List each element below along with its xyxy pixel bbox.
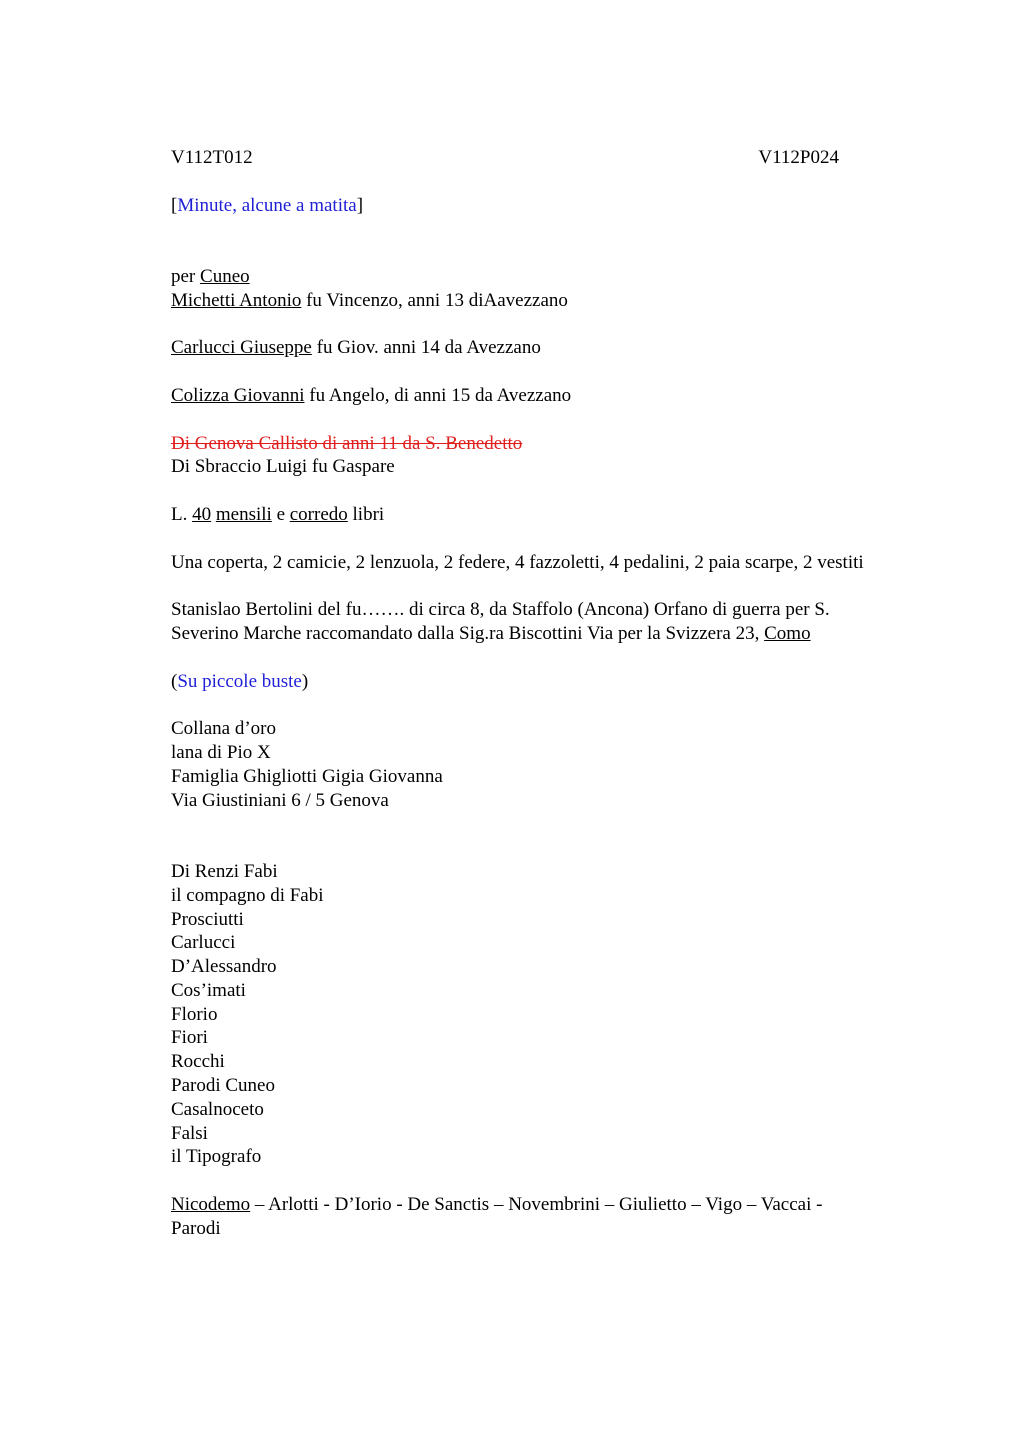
list-item: il Tipografo xyxy=(171,1146,262,1168)
bertolini-city: Como xyxy=(764,622,811,644)
items-line: Una coperta, 2 camicie, 2 lenzuola, 2 federe, 4 fazzoletti, 4 pedalini, 2 paia scarpe, 2 vestiti xyxy=(171,551,864,573)
note-minute-text: Minute, alcune a matita xyxy=(177,194,357,216)
cuneo-entry: Colizza Giovanni fu Angelo, di anni 15 da Avezzano xyxy=(171,384,572,406)
list-item: Fiori xyxy=(171,1027,208,1049)
note-buste-text: Su piccole buste xyxy=(177,670,302,692)
list-item: Rocchi xyxy=(171,1051,225,1073)
cuneo-heading: per Cuneo xyxy=(171,265,250,287)
cuneo-city: Cuneo xyxy=(200,265,250,287)
envelope-line: lana di Pio X xyxy=(171,741,271,763)
list-item: Di Renzi Fabi xyxy=(171,860,278,882)
list-item: Casalnoceto xyxy=(171,1098,264,1120)
final-first-name: Nicodemo xyxy=(171,1194,251,1216)
left-code: V112T012 xyxy=(171,147,253,168)
entry-name: Carlucci Giuseppe xyxy=(171,337,312,359)
envelope-line: Via Giustiniani 6 / 5 Genova xyxy=(171,789,389,811)
list-item: Cos’imati xyxy=(171,979,246,1001)
envelope-block xyxy=(171,717,931,812)
note-minute: [Minute, alcune a matita] xyxy=(171,194,364,216)
list-item: D’Alessandro xyxy=(171,956,277,978)
final-line-2: Parodi xyxy=(171,1217,221,1239)
list-item: il compagno di Fabi xyxy=(171,884,324,906)
list-item: Prosciutti xyxy=(171,908,244,930)
bertolini-line-1: Stanislao Bertolini del fu……. di circa 8, da Staffolo (Ancona) Orfano di guerra per S. xyxy=(171,599,830,621)
cuneo-entry: Carlucci Giuseppe fu Giov. anni 14 da Avezzano xyxy=(171,337,541,359)
final-line-1: Nicodemo – Arlotti - D’Iorio - De Sanctis – Novembrini – Giulietto – Vigo – Vaccai - xyxy=(171,1194,823,1216)
cuneo-entry: Michetti Antonio fu Vincenzo, anni 13 diAavezzano xyxy=(171,289,568,311)
list-item: Carlucci xyxy=(171,932,236,954)
right-code: V112P024 xyxy=(758,147,839,168)
payment-amount: 40 xyxy=(192,503,212,525)
header xyxy=(171,146,839,170)
note-buste: (Su piccole buste) xyxy=(171,670,309,692)
list-item: Florio xyxy=(171,1003,218,1025)
envelope-line: Collana d’oro xyxy=(171,718,277,740)
entry-name: Michetti Antonio xyxy=(171,289,302,311)
list-item: Parodi Cuneo xyxy=(171,1075,275,1097)
struck-entry: Di Genova Callisto di anni 11 da S. Benedetto xyxy=(171,432,523,454)
names-list xyxy=(171,860,931,1169)
envelope-line: Famiglia Ghigliotti Gigia Giovanna xyxy=(171,765,443,787)
payment-line: L. 40 mensili e corredo libri xyxy=(171,503,385,525)
bertolini-line-2: Severino Marche raccomandato dalla Sig.ra Biscottini Via per la Svizzera 23, Como xyxy=(171,622,811,644)
list-item: Falsi xyxy=(171,1122,208,1144)
entry-name: Colizza Giovanni xyxy=(171,384,305,406)
document-page xyxy=(171,146,931,1241)
payment-corredo: corredo xyxy=(289,503,348,525)
next-entry: Di Sbraccio Luigi fu Gaspare xyxy=(171,456,395,478)
payment-mensili: mensili xyxy=(215,503,272,525)
